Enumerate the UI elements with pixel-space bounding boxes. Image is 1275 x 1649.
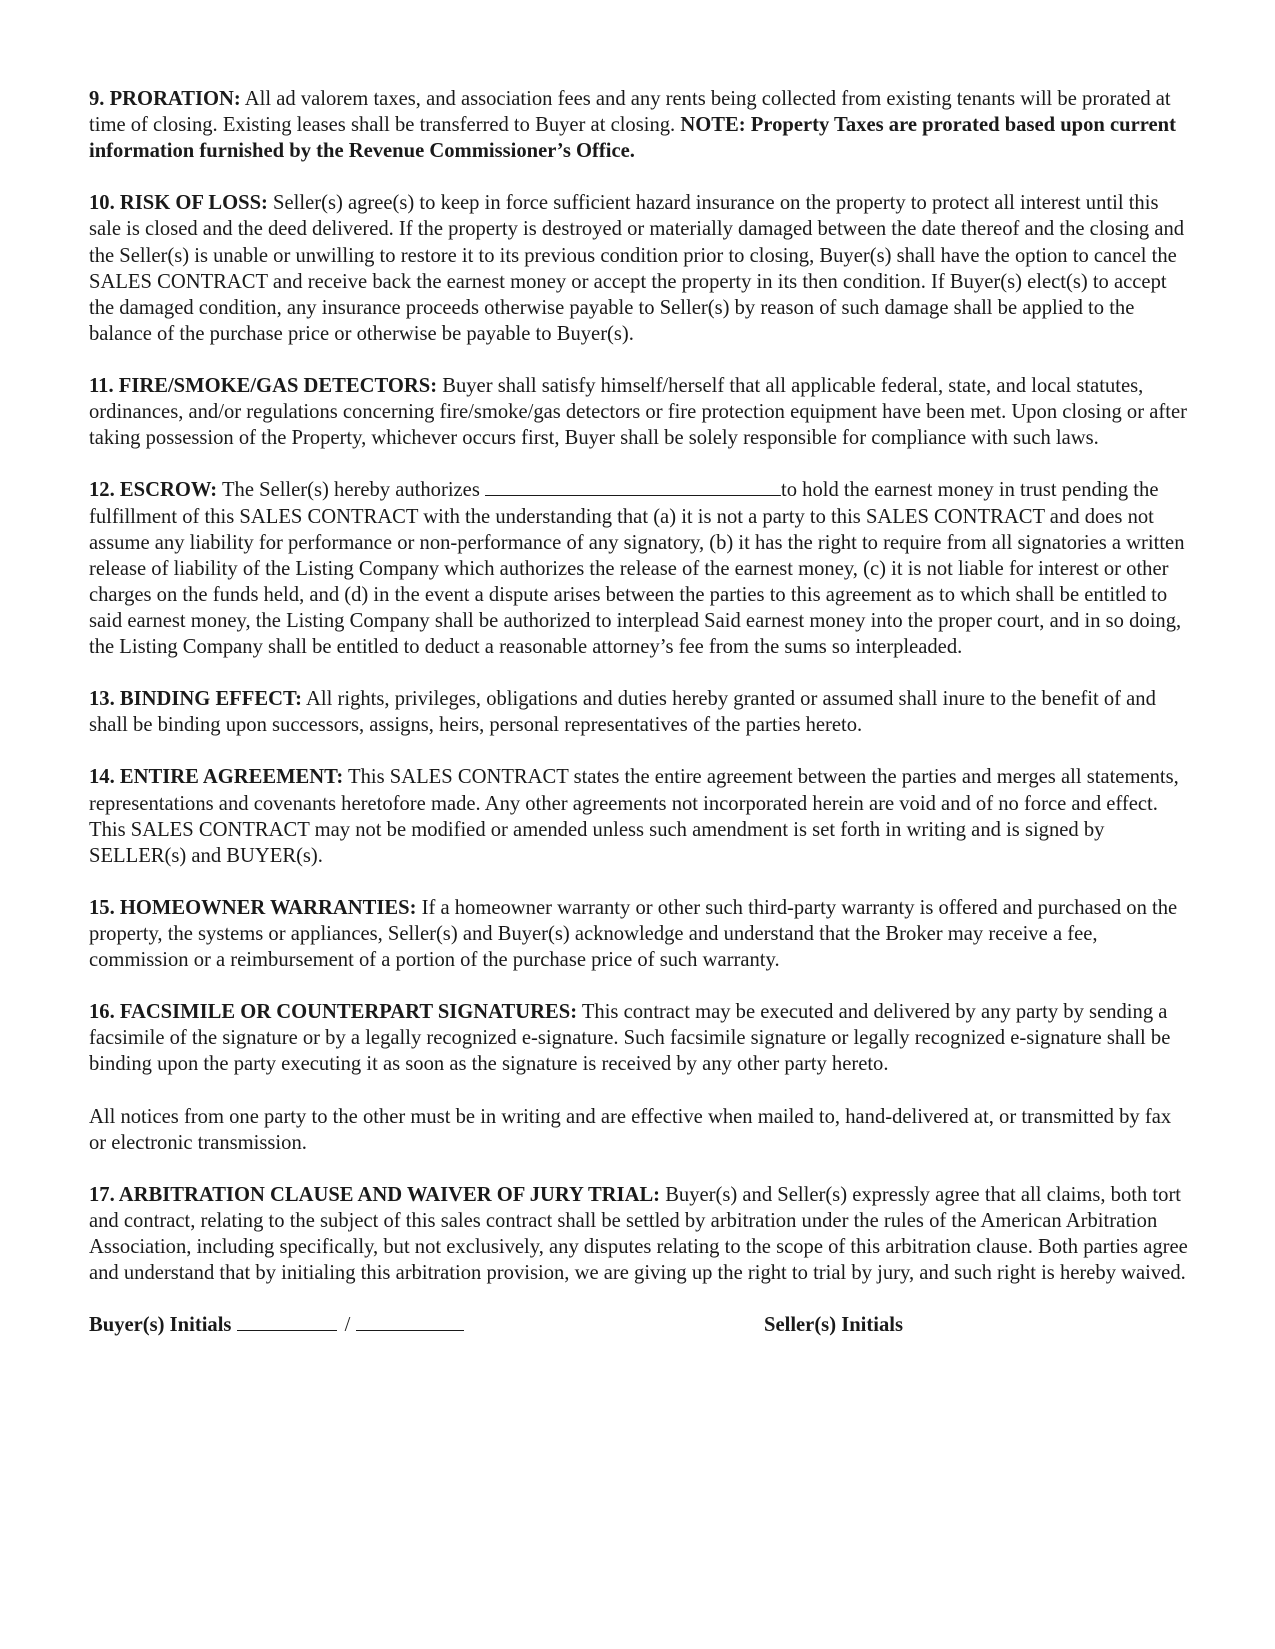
section-9-proration [89,86,1189,164]
section-9-heading: 9. PRORATION: [89,88,241,110]
section-15-heading: 15. HOMEOWNER WARRANTIES: [89,896,417,919]
section-12-heading: 12. ESCROW: [89,479,218,502]
section-12-escrow [89,477,1189,660]
buyer-initials-field-2[interactable] [356,1312,464,1331]
section-10-heading: 10. RISK OF LOSS: [89,192,268,215]
seller-initials-label: Seller(s) Initials [764,1314,903,1337]
section-12-body-before: The Seller(s) hereby authorizes [217,479,485,502]
section-13-heading: 13. BINDING EFFECT: [89,688,303,711]
notices-body: All notices from one party to the other must be in writing and are effective when mailed to, hand-delivered at, or transmitted by fax or electronic transmission. [89,1105,1172,1154]
section-9-body: All ad valorem taxes, and association fees and any rents being collected from existing tenants will be prorated at time of closing. Existing leases shall be transferred to Buyer at closing. [89,88,1171,137]
seller-initials-block [764,1312,903,1338]
section-14-body: This SALES CONTRACT states the entire agreement between the parties and merges all statements, representations and covenants heretofore made. Any other agreements not incorporated herein are void and of no force and effect. This SALES CONTRACT may not be modified or amended unless such amendment is set forth in writing and is signed by SELLER(s) and BUYER(s). [89,766,1179,867]
buyer-initials-block [89,1312,464,1338]
section-16-body: This contract may be executed and delivered by any party by sending a facsimile of the signature or by a legally recognized e-signature. Such facsimile signature or legally recognized e-signature shall be binding upon the party executing it as soon as the signature is received by any other party hereto. [89,1001,1171,1076]
initials-row [89,1312,1189,1342]
section-14-entire-agreement [89,764,1189,868]
escrow-agent-blank-field[interactable] [485,477,781,496]
section-16-signatures [89,999,1189,1077]
initials-separator: / [344,1314,351,1337]
section-17-body: Buyer(s) and Seller(s) expressly agree that all claims, both tort and contract, relating to the subject of this sales contract shall be settled by arbitration under the rules of the American Arbitration Association, including specifically, but not exclusively, any disputes relating to the scope of this arbitration clause. Both parties agree and understand that by initialing this arbitration provision, we are giving up the right to trial by jury, and such right is hereby waived. [89,1183,1188,1285]
section-12-body-after: to hold the earnest money in trust pending the fulfillment of this SALES CONTRACT with the understanding that (a) it is not a party to this SALES CONTRACT and does not assume any liability for performance or non-performance of any signatory, (b) it has the right to require from all signatories a written release of liability of the Listing Company which authorizes the release of the earnest money, (c) it is not liable for interest or other charges on the funds held, and (d) in the event a dispute arises between the parties to this agreement as to which shall be entitled to said earnest money, the Listing Company shall be authorized to interplead Said earnest money into the proper court, and in so doing, the Listing Company shall be entitled to deduct a reasonable attorney’s fee from the sums so interpleaded. [89,479,1185,658]
section-11-heading: 11. FIRE/SMOKE/GAS DETECTORS: [89,375,438,398]
section-11-body: Buyer shall satisfy himself/herself that all applicable federal, state, and local statutes, ordinances, and/or regulations concerning fire/smoke/gas detectors or fire protection equipment have been met. Upon closing or after taking possession of the Property, whichever occurs first, Buyer shall be solely responsible for compliance with such laws. [89,375,1187,450]
section-14-heading: 14. ENTIRE AGREEMENT: [89,766,344,789]
section-15-homeowner-warranties [89,895,1189,973]
section-16-heading: 16. FACSIMILE OR COUNTERPART SIGNATURES: [89,1001,578,1024]
buyer-initials-label: Buyer(s) Initials [89,1314,232,1337]
section-10-risk-of-loss [89,190,1189,347]
section-17-arbitration [89,1182,1189,1286]
section-9-note: NOTE: Property Taxes are prorated based upon current information furnished by the Revenue Commissioner’s Office. [89,114,1176,163]
section-15-body: If a homeowner warranty or other such third-party warranty is offered and purchased on the property, the systems or appliances, Seller(s) and Buyer(s) acknowledge and understand that the Broker may receive a fee, commission or a reimbursement of a portion of the purchase price of such warranty. [89,896,1178,972]
section-17-heading: 17. ARBITRATION CLAUSE AND WAIVER OF JURY TRIAL: [89,1183,661,1206]
document-page [89,86,1189,1342]
section-13-binding-effect [89,686,1189,738]
buyer-initials-field-1[interactable] [237,1312,337,1331]
section-10-body: Seller(s) agree(s) to keep in force sufficient hazard insurance on the property to protect all interest until this sale is closed and the deed delivered. If the property is destroyed or materially damaged between the date thereof and the closing and the Seller(s) is unable or unwilling to restore it to its previous condition prior to closing, Buyer(s) shall have the option to cancel the SALES CONTRACT and receive back the earnest money or accept the property in its then condition. If Buyer(s) elect(s) to accept the damaged condition, any insurance proceeds otherwise payable to Seller(s) by reason of such damage shall be applied to the balance of the purchase price or otherwise be payable to Buyer(s). [89,192,1185,345]
section-13-body: All rights, privileges, obligations and duties hereby granted or assumed shall inure to the benefit of and shall be binding upon successors, assigns, heirs, personal representatives of the parties hereto. [89,688,1156,737]
notices-paragraph [89,1104,1189,1156]
section-11-detectors [89,373,1189,451]
